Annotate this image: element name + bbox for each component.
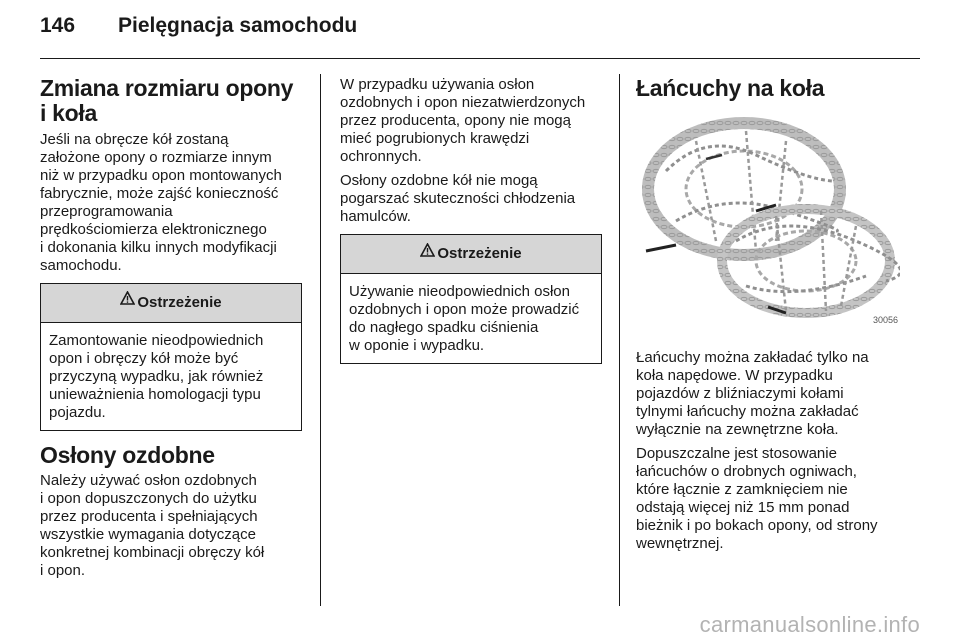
wheel-covers-text-2: Osłony ozdobne kół nie mogą pogarszać skuteczności chłodzenia hamulców. — [340, 172, 576, 225]
section-text-tire-size: Jeśli na obręcze kół zostaną założone opony o rozmiarze innym niż w przypadku opon montowanych fabrycznie, może zajść konieczność przeprogramowania prędkościomierza elektronicznego i dokonania kilku innych modyfikacji samochodu. — [40, 130, 282, 274]
column-divider — [619, 74, 620, 606]
warning-header — [341, 235, 601, 274]
page-header — [40, 14, 357, 38]
warning-title: Ostrzeżenie — [137, 293, 222, 311]
snow-chains-illustration — [636, 111, 900, 327]
warning-box — [340, 234, 602, 364]
warning-box — [40, 283, 302, 431]
section-heading-tire-size: Zmiana rozmiaru opony i koła — [40, 75, 294, 127]
warning-text: Zamontowanie nieodpowiednich opon i obręczy kół może być przyczyną wypadku, jak również unieważnienia homologacji typu pojazdu. — [49, 331, 264, 421]
snow-chains-text-2: Dopuszczalne jest stosowanie łańcuchów o drobnych ogniwach, które łącznie z zamknięciem nie odstają więcej niż 15 mm ponad bieżnik i po bokach opony, od strony wewnętrznej. — [636, 445, 878, 553]
page-title: Pielęgnacja samochodu — [118, 14, 358, 37]
warning-triangle-icon — [120, 282, 135, 320]
column-right — [636, 76, 900, 559]
column-divider — [320, 74, 321, 606]
section-heading-snow-chains: Łańcuchy na koła — [636, 75, 825, 101]
header-divider — [40, 58, 920, 59]
snow-chains-drawing — [636, 111, 900, 327]
watermark: carmanualsonline.info — [699, 612, 920, 637]
snow-chains-text-1: Łańcuchy można zakładać tylko na koła napędowe. W przypadku pojazdów z bliźniaczymi kołami tylnymi łańcuchy można zakładać wyłącznie na zewnętrzne koła. — [636, 349, 869, 439]
wheel-covers-text-1: W przypadku używania osłon ozdobnych i opon niezatwierdzonych przez producenta, opony nie mogą mieć pogrubionych krawędzi ochronnych. — [340, 76, 586, 165]
section-heading-wheel-covers: Osłony ozdobne — [40, 441, 215, 468]
warning-text: Używanie nieodpowiednich osłon ozdobnych i opon może prowadzić do nagłego spadku ciśnienia w oponie i wypadku. — [349, 283, 580, 354]
warning-triangle-icon — [420, 234, 435, 272]
warning-header — [41, 284, 301, 323]
column-left — [40, 76, 302, 586]
figure-code: 30056 — [872, 315, 898, 326]
warning-title: Ostrzeżenie — [437, 245, 522, 262]
column-middle — [340, 76, 602, 376]
page-number: 146 — [40, 14, 76, 37]
section-text-wheel-covers: Należy używać osłon ozdobnych i opon dopuszczonych do użytku przez producenta i spełniających wszystkie wymagania dotyczące konkretnej kombinacji obręczy kół i opon. — [40, 471, 265, 579]
